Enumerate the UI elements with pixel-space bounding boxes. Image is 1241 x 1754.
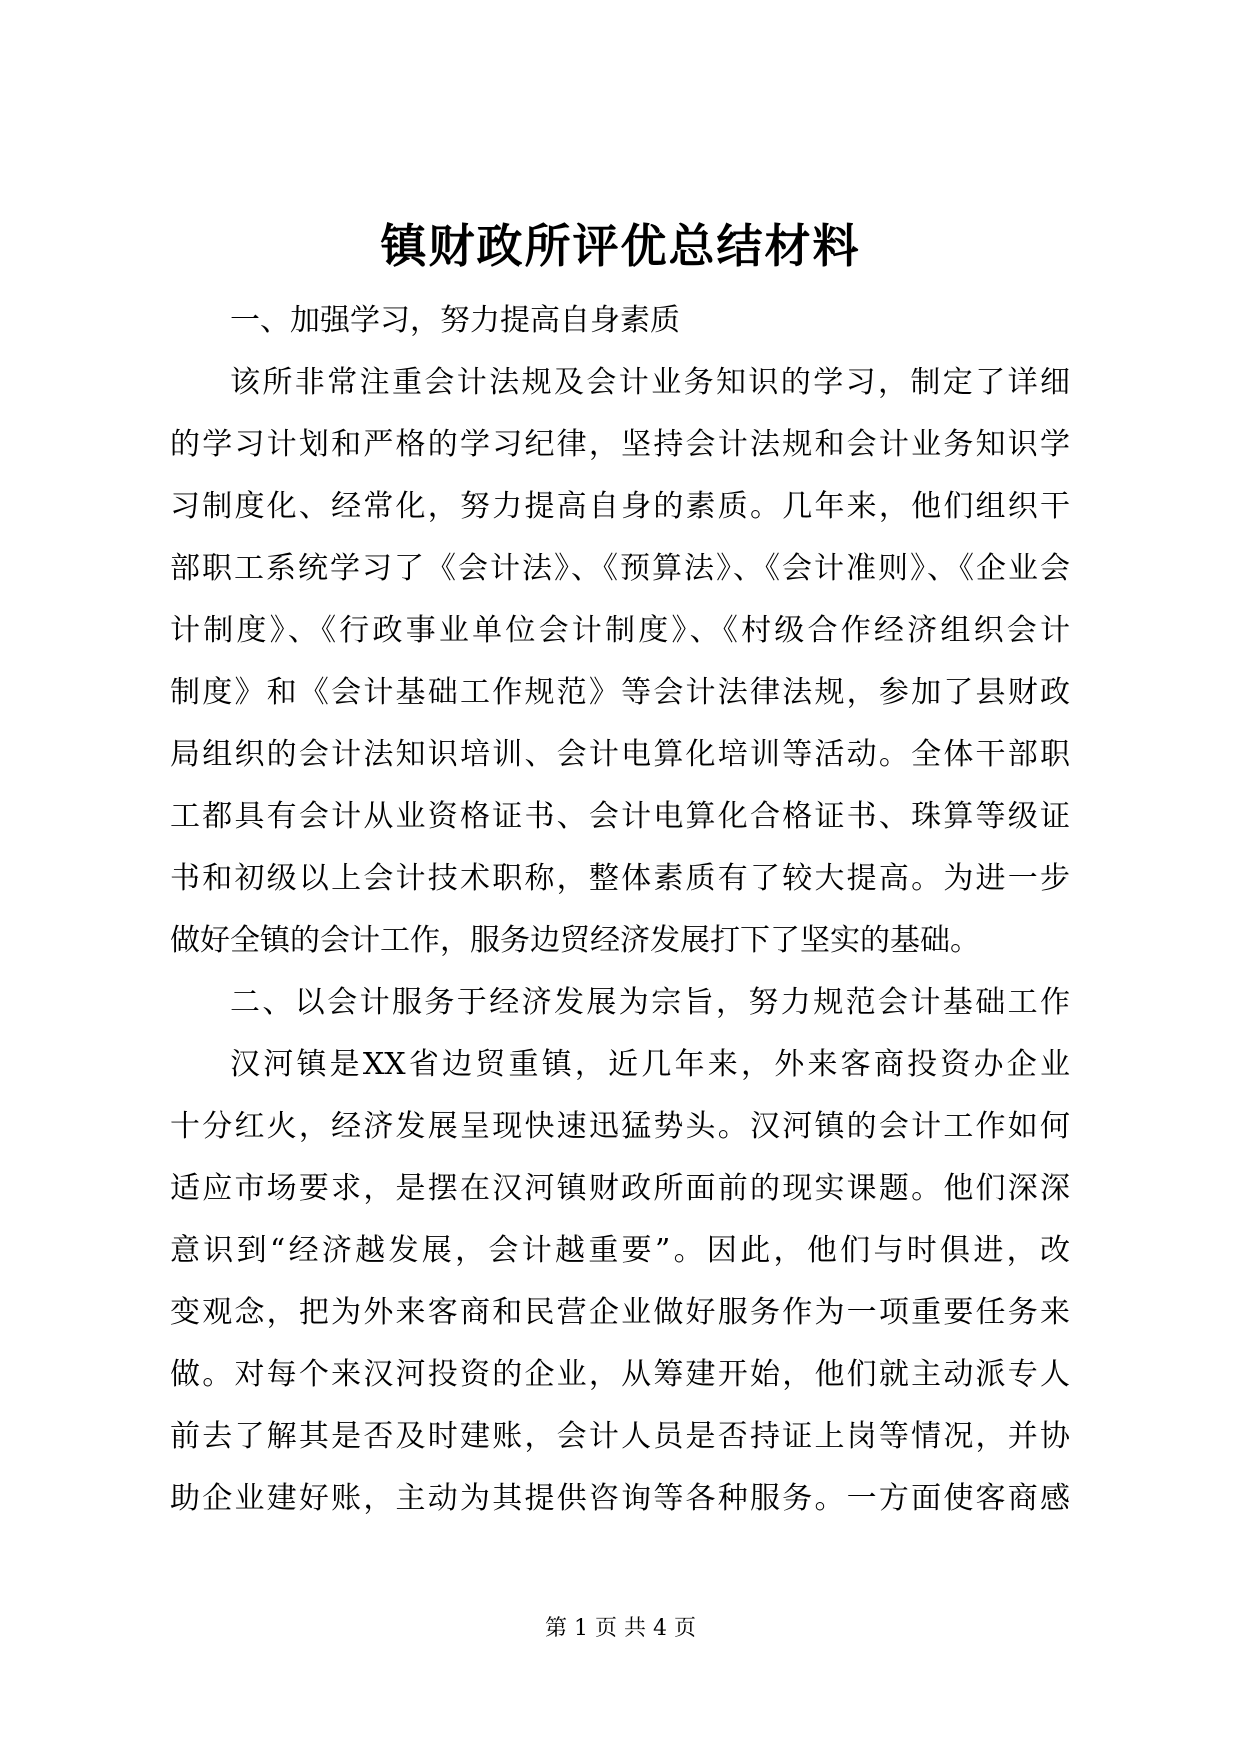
paragraph-line: 做好全镇的会计工作，服务边贸经济发展打下了坚实的基础。 <box>170 923 980 958</box>
paragraph-line: 计制度》、《行政事业单位会计制度》、《村级合作经济组织会计 <box>170 613 1070 648</box>
document-title: 镇财政所评优总结材料 <box>380 219 861 273</box>
paragraph-line: 部职工系统学习了《会计法》、《预算法》、《会计准则》、《企业会 <box>170 551 1070 586</box>
section-heading-2: 二、以会计服务于经济发展为宗旨，努力规范会计基础工作 <box>230 985 1070 1020</box>
paragraph-line: 工都具有会计从业资格证书、会计电算化合格证书、珠算等级证 <box>170 799 1070 834</box>
paragraph-line: 汉河镇是XX省边贸重镇，近几年来，外来客商投资办企业 <box>230 1047 1070 1082</box>
paragraph-line: 十分红火，经济发展呈现快速迅猛势头。汉河镇的会计工作如何 <box>170 1109 1070 1144</box>
paragraph-line: 该所非常注重会计法规及会计业务知识的学习，制定了详细 <box>230 365 1070 400</box>
paragraph-line: 适应市场要求，是摆在汉河镇财政所面前的现实课题。他们深深 <box>170 1171 1070 1206</box>
paragraph-line: 变观念，把为外来客商和民营企业做好服务作为一项重要任务来 <box>170 1295 1070 1330</box>
paragraph-line: 的学习计划和严格的学习纪律，坚持会计法规和会计业务知识学 <box>170 427 1070 462</box>
paragraph-line: 书和初级以上会计技术职称，整体素质有了较大提高。为进一步 <box>170 861 1070 896</box>
paragraph-line: 助企业建好账，主动为其提供咨询等各种服务。一方面使客商感 <box>170 1481 1070 1516</box>
paragraph-line: 意识到“经济越发展，会计越重要”。因此，他们与时俱进，改 <box>170 1233 1070 1268</box>
paragraph-line: 习制度化、经常化，努力提高自身的素质。几年来，他们组织干 <box>170 489 1070 524</box>
paragraph-line: 做。对每个来汉河投资的企业，从筹建开始，他们就主动派专人 <box>170 1357 1070 1392</box>
paragraph-line: 前去了解其是否及时建账，会计人员是否持证上岗等情况，并协 <box>170 1419 1070 1454</box>
page-footer: 第 1 页 共 4 页 <box>545 1616 696 1641</box>
section-heading-1: 一、加强学习，努力提高自身素质 <box>230 303 680 338</box>
document-body <box>170 290 1070 1530</box>
paragraph-line: 局组织的会计法知识培训、会计电算化培训等活动。全体干部职 <box>170 737 1070 772</box>
paragraph-line: 制度》和《会计基础工作规范》等会计法律法规，参加了县财政 <box>170 675 1070 710</box>
